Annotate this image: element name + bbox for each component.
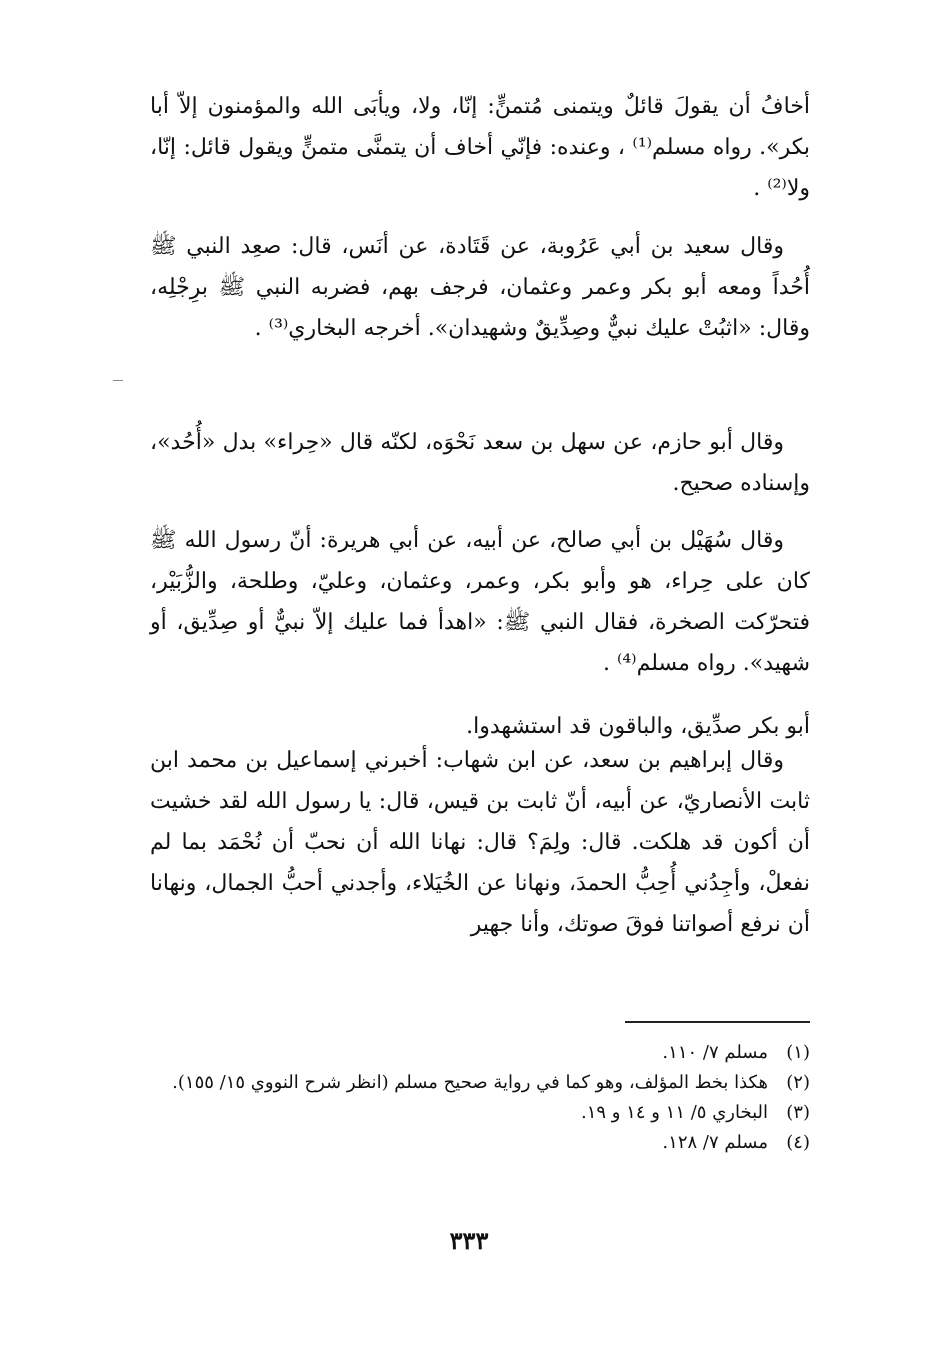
paragraph-text: وقال سُهَيْل بن أبي صالح، عن أبيه، عن أبي هريرة: أنّ رسول الله ﷺ كان على حِراء، هو وأبو بكر، وعمر، وعثمان، وعليّ، وطلحة، والزُّبَيْر، فتحرّكت الصخرة، فقال النبي ﷺ: «اهدأ فما عليك إلاّ نبيٌّ أو صِدِّيق، أو شهيد». رواه مسلم⁽⁴⁾ .: [150, 528, 810, 676]
footnote-item: [150, 1068, 810, 1098]
footnote-text: البخاري ٥/ ١١ و ١٤ و ١٩.: [580, 1102, 768, 1123]
footnotes: [150, 1038, 810, 1158]
footnote-text: هكذا بخط المؤلف، وهو كما في رواية صحيح مسلم (انظر شرح النووي ١٥/ ١٥٥).: [172, 1072, 768, 1093]
body-paragraph-2: [150, 226, 810, 349]
footnote-text: مسلم ٧/ ١٢٨.: [662, 1132, 768, 1153]
paragraph-text: أخافُ أن يقولَ قائلٌ ويتمنى مُتمنٍّ: إنّا، ولا، ويأبَى الله والمؤمنون إلاّ أبا بكر». رواه مسلم⁽¹⁾ ، وعنده: فإنّي أخاف أن يتمنَّى متمنٍّ ويقول قائل: إنّا، ولا⁽²⁾ .: [150, 94, 810, 201]
footnote-number: (٤): [786, 1132, 810, 1153]
body-paragraph-1: [150, 86, 810, 209]
body-paragraph-4: [150, 520, 810, 684]
footnote-number: (٣): [786, 1102, 810, 1123]
footnote-text: مسلم ٧/ ١١٠.: [662, 1042, 768, 1063]
footnote-number: (١): [786, 1042, 810, 1063]
footnote-item: [150, 1098, 810, 1128]
paragraph-text: أبو بكر صدِّيق، والباقون قد استشهدوا.: [466, 714, 810, 739]
page-number: ٣٣٣: [449, 1226, 489, 1255]
body-paragraph-3: [150, 422, 810, 504]
footnote-separator: [625, 1021, 810, 1023]
footnote-item: [150, 1038, 810, 1068]
footnote-item: [150, 1128, 810, 1158]
body-paragraph-6: [150, 740, 810, 945]
margin-mark: [113, 380, 123, 381]
paragraph-text: وقال إبراهيم بن سعد، عن ابن شهاب: أخبرني إسماعيل بن محمد ابن ثابت الأنصاريّ، عن أبيه، أنّ ثابت بن قيس، قال: يا رسول الله لقد خشيت أن أكون قد هلكت. قال: ولِمَ؟ قال: نهانا الله أن نحبّ أن نُحْمَد بما لم نفعلْ، وأجِدُني أُحِبُّ الحمدَ، ونهانا عن الخُيَلاء، وأجدني أحبُّ الجمال، ونهانا أن نرفع أصواتنا فوقَ صوتك، وأنا جهير: [150, 748, 810, 937]
paragraph-text: وقال سعيد بن أبي عَرُوبة، عن قَتَادة، عن أنَس، قال: صعِد النبي ﷺ أُحُداً ومعه أبو بكر وعمر وعثمان، فرجف بهم، فضربه النبي ﷺ برِجْلِه، وقال: «اثبُتْ عليك نبيٌّ وصِدِّيقٌ وشهيدان». أخرجه البخاري⁽³⁾ .: [150, 234, 810, 341]
footnote-number: (٢): [786, 1072, 810, 1093]
paragraph-text: وقال أبو حازم، عن سهل بن سعد نَحْوَه، لكنّه قال «حِراء» بدل «أُحُد»، وإسناده صحيح.: [150, 430, 810, 496]
